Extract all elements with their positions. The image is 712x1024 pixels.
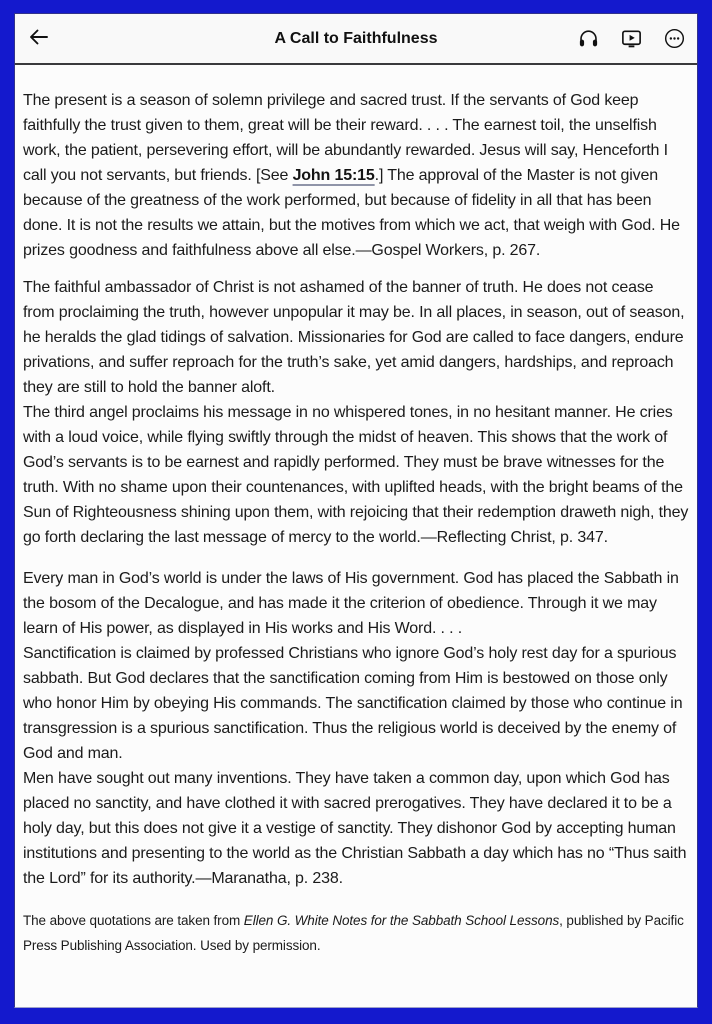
header-bar xyxy=(15,14,697,65)
page-title: A Call to Faithfulness xyxy=(274,29,438,47)
attribution-text-continued: , published by Pacific Press Publishing Association. Used by permission. xyxy=(23,913,684,953)
reading-area xyxy=(15,65,697,1007)
more-options-button[interactable] xyxy=(661,26,687,52)
headphones-icon xyxy=(577,27,600,50)
video-button[interactable] xyxy=(618,26,644,52)
back-arrow-icon xyxy=(27,25,51,52)
paragraph-2: The faithful ambassador of Christ is not ashamed of the banner of truth. He does not cease from proclaiming the truth, however unpopular it may be. In all places, in season, out of season, he heralds the glad tidings of salvation. Missionaries for God are called to face dangers, endure privations, and suffer reproach for the truth’s sake, yet amid dangers, hardships, and reproach they are still to hold the banner aloft. xyxy=(23,279,685,396)
content-panel xyxy=(14,13,698,1008)
header-actions xyxy=(575,26,687,52)
paragraph-1 xyxy=(23,88,689,263)
attribution-book-title: Ellen G. White Notes for the Sabbath School Lessons xyxy=(243,913,560,928)
scripture-link-john-15-15[interactable]: John 15:15 xyxy=(292,167,375,184)
attribution-text: The above quotations are taken from xyxy=(23,913,244,928)
video-play-icon xyxy=(620,27,643,50)
paragraph-1-text: The present is a season of solemn privilege and sacred trust. If the servants of God keep faithfully the trust given to them, great will be their reward. . . . The earnest toil, the unselfish work, the patient, persevering effort, will be abundantly rewarded. Jesus will say, Henceforth I call you not servants, but friends. [See xyxy=(23,92,668,184)
ellipsis-circle-icon xyxy=(663,27,686,50)
paragraph-6: Men have sought out many inventions. They have taken a common day, upon which God has placed no sanctity, and have clothed it with sacred prerogatives. They have declared it to be a holy day, but this does not give it a vestige of sanctity. They dishonor God by accepting human institutions and presenting to the world as the Christian Sabbath a day which has no “Thus saith the Lord” for its authority.—Maranatha, p. 238. xyxy=(23,770,687,887)
back-button[interactable] xyxy=(21,21,57,57)
paragraph-3: The third angel proclaims his message in no whispered tones, in no hesitant manner. He cries with a loud voice, while flying swiftly through the midst of heaven. This shows that the work of God’s servants is to be earnest and rapidly performed. They must be brave witnesses for the truth. With no shame upon their countenances, with uplifted heads, with the bright beams of the Sun of Righteousness shining upon them, with rejoicing that their redemption draweth nigh, they go forth declaring the last message of mercy to the world.—Reflecting Christ, p. 347. xyxy=(23,404,689,546)
audio-button[interactable] xyxy=(575,26,601,52)
attribution-note xyxy=(23,908,689,958)
paragraph-1-text-continued: .] The approval of the Master is not given because of the greatness of the work performed, but because of fidelity in all that has been done. It is not the results we attain, but the motives from which we act, that weigh with God. He prizes goodness and faithfulness above all else.—Gospel Workers, p. 267. xyxy=(23,167,680,259)
paragraph-5: Sanctification is claimed by professed Christians who ignore God’s holy rest day for a spurious sabbath. But God declares that the sanctification coming from Him is bestowed on those only who honor Him by obeying His commands. The sanctification claimed by those who continue in transgression is a spurious sanctification. Thus the religious world is deceived by the enemy of God and man. xyxy=(23,645,683,762)
paragraph-4: Every man in God’s world is under the laws of His government. God has placed the Sabbath in the bosom of the Decalogue, and has made it the criterion of obedience. Through it we may learn of His power, as displayed in His works and His Word. . . . xyxy=(23,570,679,637)
